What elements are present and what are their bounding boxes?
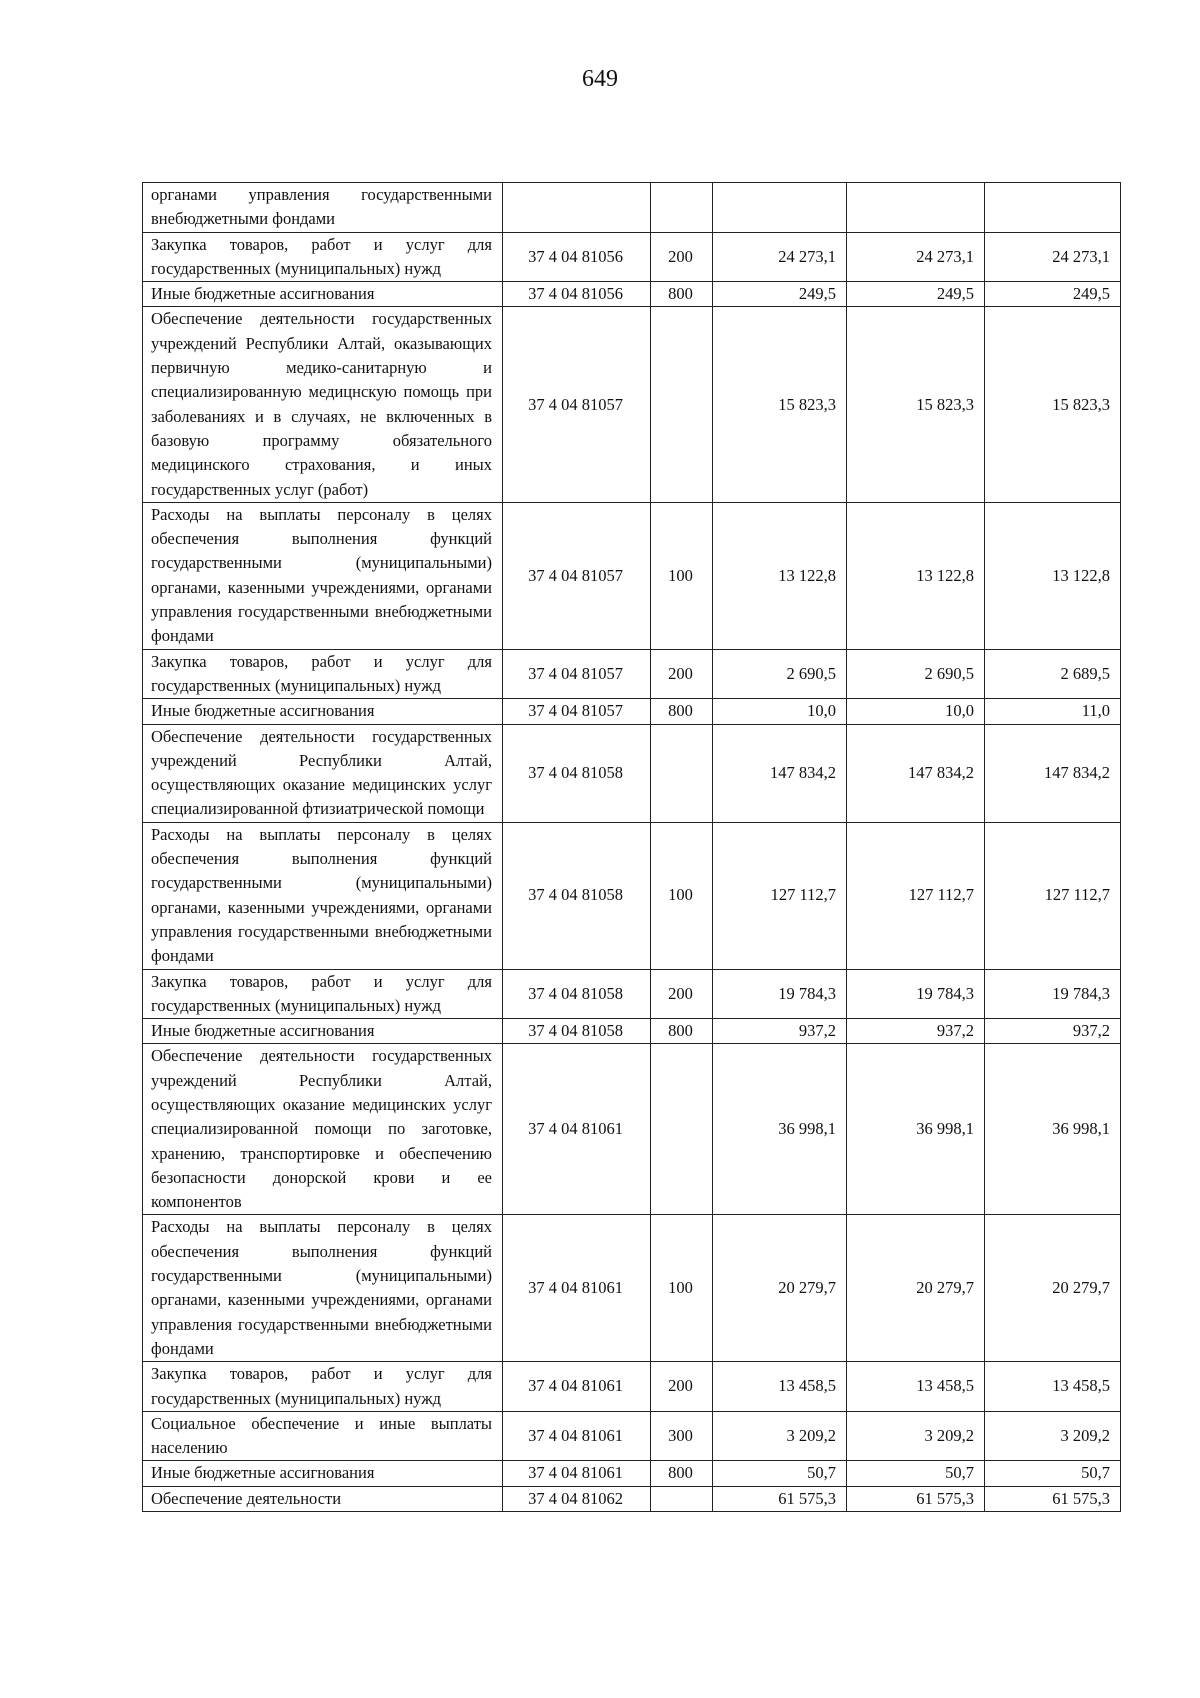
expense-type-cell: 300 — [651, 1411, 713, 1461]
amount-year2-cell: 20 279,7 — [847, 1215, 985, 1362]
expense-name-cell: Обеспечение деятельности государственных учреждений Республики Алтай, осуществляющих оказание медицинских услуг специализированной фтизиатрической помощи — [143, 724, 503, 822]
amount-year3-cell: 19 784,3 — [985, 969, 1121, 1019]
expense-type-cell: 200 — [651, 649, 713, 699]
table-row — [143, 183, 1121, 233]
amount-year3-cell: 3 209,2 — [985, 1411, 1121, 1461]
expense-type-cell — [651, 307, 713, 502]
amount-year2-cell: 3 209,2 — [847, 1411, 985, 1461]
expense-type-cell: 100 — [651, 1215, 713, 1362]
expense-type-cell — [651, 724, 713, 822]
amount-year1-cell: 15 823,3 — [713, 307, 847, 502]
target-code-cell: 37 4 04 81057 — [503, 502, 651, 649]
amount-year1-cell: 20 279,7 — [713, 1215, 847, 1362]
amount-year2-cell: 15 823,3 — [847, 307, 985, 502]
expense-name-cell: Обеспечение деятельности — [143, 1486, 503, 1511]
expense-type-cell: 800 — [651, 699, 713, 724]
amount-year1-cell: 127 112,7 — [713, 822, 847, 969]
table-row — [143, 232, 1121, 282]
expense-name-cell: Обеспечение деятельности государственных учреждений Республики Алтай, осуществляющих оказание медицинских услуг специализированной помощи по заготовке, хранению, транспортировке и обеспечению безопасности донорской крови и ее компонентов — [143, 1044, 503, 1215]
table-row — [143, 1044, 1121, 1215]
amount-year1-cell: 19 784,3 — [713, 969, 847, 1019]
target-code-cell: 37 4 04 81057 — [503, 649, 651, 699]
target-code-cell: 37 4 04 81056 — [503, 232, 651, 282]
amount-year2-cell: 937,2 — [847, 1019, 985, 1044]
target-code-cell: 37 4 04 81058 — [503, 822, 651, 969]
amount-year3-cell: 127 112,7 — [985, 822, 1121, 969]
expense-type-cell: 200 — [651, 969, 713, 1019]
target-code-cell: 37 4 04 81062 — [503, 1486, 651, 1511]
table-row — [143, 649, 1121, 699]
amount-year2-cell: 61 575,3 — [847, 1486, 985, 1511]
expense-name-cell: Иные бюджетные ассигнования — [143, 1461, 503, 1486]
amount-year3-cell: 20 279,7 — [985, 1215, 1121, 1362]
amount-year1-cell: 937,2 — [713, 1019, 847, 1044]
amount-year2-cell: 147 834,2 — [847, 724, 985, 822]
expense-type-cell: 800 — [651, 282, 713, 307]
target-code-cell — [503, 183, 651, 233]
budget-table — [142, 182, 1121, 1512]
expense-type-cell: 100 — [651, 502, 713, 649]
amount-year3-cell — [985, 183, 1121, 233]
amount-year1-cell: 2 690,5 — [713, 649, 847, 699]
amount-year3-cell: 61 575,3 — [985, 1486, 1121, 1511]
expense-type-cell — [651, 1486, 713, 1511]
expense-name-cell: Закупка товаров, работ и услуг для государственных (муниципальных) нужд — [143, 1362, 503, 1412]
expense-name-cell: Расходы на выплаты персоналу в целях обеспечения выполнения функций государственными (муниципальными) органами, казенными учреждениями, органами управления государственными внебюджетными фондами — [143, 822, 503, 969]
expense-name-cell: Иные бюджетные ассигнования — [143, 699, 503, 724]
target-code-cell: 37 4 04 81056 — [503, 282, 651, 307]
amount-year3-cell: 36 998,1 — [985, 1044, 1121, 1215]
target-code-cell: 37 4 04 81061 — [503, 1362, 651, 1412]
amount-year1-cell: 50,7 — [713, 1461, 847, 1486]
amount-year1-cell: 249,5 — [713, 282, 847, 307]
amount-year1-cell: 3 209,2 — [713, 1411, 847, 1461]
expense-type-cell — [651, 1044, 713, 1215]
table-row — [143, 1019, 1121, 1044]
amount-year2-cell: 50,7 — [847, 1461, 985, 1486]
expense-name-cell: Расходы на выплаты персоналу в целях обеспечения выполнения функций государственными (муниципальными) органами, казенными учреждениями, органами управления государственными внебюджетными фондами — [143, 1215, 503, 1362]
amount-year3-cell: 13 458,5 — [985, 1362, 1121, 1412]
table-row — [143, 1461, 1121, 1486]
page-number: 649 — [582, 66, 618, 92]
amount-year3-cell: 15 823,3 — [985, 307, 1121, 502]
expense-name-cell: органами управления государственными внебюджетными фондами — [143, 183, 503, 233]
amount-year3-cell: 13 122,8 — [985, 502, 1121, 649]
target-code-cell: 37 4 04 81061 — [503, 1044, 651, 1215]
amount-year2-cell: 127 112,7 — [847, 822, 985, 969]
expense-name-cell: Иные бюджетные ассигнования — [143, 1019, 503, 1044]
target-code-cell: 37 4 04 81061 — [503, 1461, 651, 1486]
expense-type-cell: 100 — [651, 822, 713, 969]
table-row — [143, 502, 1121, 649]
amount-year2-cell: 249,5 — [847, 282, 985, 307]
expense-type-cell: 800 — [651, 1019, 713, 1044]
amount-year1-cell: 13 122,8 — [713, 502, 847, 649]
table-row — [143, 1486, 1121, 1511]
table-row — [143, 822, 1121, 969]
expense-type-cell: 200 — [651, 1362, 713, 1412]
expense-name-cell: Обеспечение деятельности государственных учреждений Республики Алтай, оказывающих первичную медико-санитарную и специализированную медицнскую помощь при заболеваниях и в случаях, не включенных в базовую программу обязательного медицинского страхования, и иных государственных услуг (работ) — [143, 307, 503, 502]
table-row — [143, 699, 1121, 724]
amount-year1-cell: 147 834,2 — [713, 724, 847, 822]
expense-type-cell: 200 — [651, 232, 713, 282]
amount-year2-cell: 24 273,1 — [847, 232, 985, 282]
table-row — [143, 282, 1121, 307]
budget-table-body — [143, 183, 1121, 1512]
expense-type-cell: 800 — [651, 1461, 713, 1486]
amount-year3-cell: 50,7 — [985, 1461, 1121, 1486]
amount-year3-cell: 24 273,1 — [985, 232, 1121, 282]
table-row — [143, 1411, 1121, 1461]
target-code-cell: 37 4 04 81057 — [503, 699, 651, 724]
target-code-cell: 37 4 04 81058 — [503, 969, 651, 1019]
amount-year1-cell: 10,0 — [713, 699, 847, 724]
target-code-cell: 37 4 04 81058 — [503, 724, 651, 822]
amount-year1-cell: 36 998,1 — [713, 1044, 847, 1215]
amount-year3-cell: 147 834,2 — [985, 724, 1121, 822]
expense-type-cell — [651, 183, 713, 233]
amount-year2-cell: 10,0 — [847, 699, 985, 724]
target-code-cell: 37 4 04 81057 — [503, 307, 651, 502]
amount-year2-cell: 13 458,5 — [847, 1362, 985, 1412]
amount-year1-cell: 24 273,1 — [713, 232, 847, 282]
table-row — [143, 1215, 1121, 1362]
amount-year2-cell — [847, 183, 985, 233]
expense-name-cell: Закупка товаров, работ и услуг для государственных (муниципальных) нужд — [143, 969, 503, 1019]
amount-year2-cell: 2 690,5 — [847, 649, 985, 699]
expense-name-cell: Иные бюджетные ассигнования — [143, 282, 503, 307]
target-code-cell: 37 4 04 81061 — [503, 1411, 651, 1461]
amount-year1-cell: 61 575,3 — [713, 1486, 847, 1511]
table-row — [143, 724, 1121, 822]
amount-year2-cell: 19 784,3 — [847, 969, 985, 1019]
amount-year2-cell: 36 998,1 — [847, 1044, 985, 1215]
amount-year3-cell: 2 689,5 — [985, 649, 1121, 699]
expense-name-cell: Закупка товаров, работ и услуг для государственных (муниципальных) нужд — [143, 649, 503, 699]
target-code-cell: 37 4 04 81058 — [503, 1019, 651, 1044]
amount-year2-cell: 13 122,8 — [847, 502, 985, 649]
expense-name-cell: Социальное обеспечение и иные выплаты населению — [143, 1411, 503, 1461]
expense-name-cell: Расходы на выплаты персоналу в целях обеспечения выполнения функций государственными (муниципальными) органами, казенными учреждениями, органами управления государственными внебюджетными фондами — [143, 502, 503, 649]
amount-year3-cell: 249,5 — [985, 282, 1121, 307]
table-row — [143, 969, 1121, 1019]
amount-year3-cell: 11,0 — [985, 699, 1121, 724]
amount-year3-cell: 937,2 — [985, 1019, 1121, 1044]
expense-name-cell: Закупка товаров, работ и услуг для государственных (муниципальных) нужд — [143, 232, 503, 282]
amount-year1-cell: 13 458,5 — [713, 1362, 847, 1412]
amount-year1-cell — [713, 183, 847, 233]
table-row — [143, 307, 1121, 502]
target-code-cell: 37 4 04 81061 — [503, 1215, 651, 1362]
table-row — [143, 1362, 1121, 1412]
